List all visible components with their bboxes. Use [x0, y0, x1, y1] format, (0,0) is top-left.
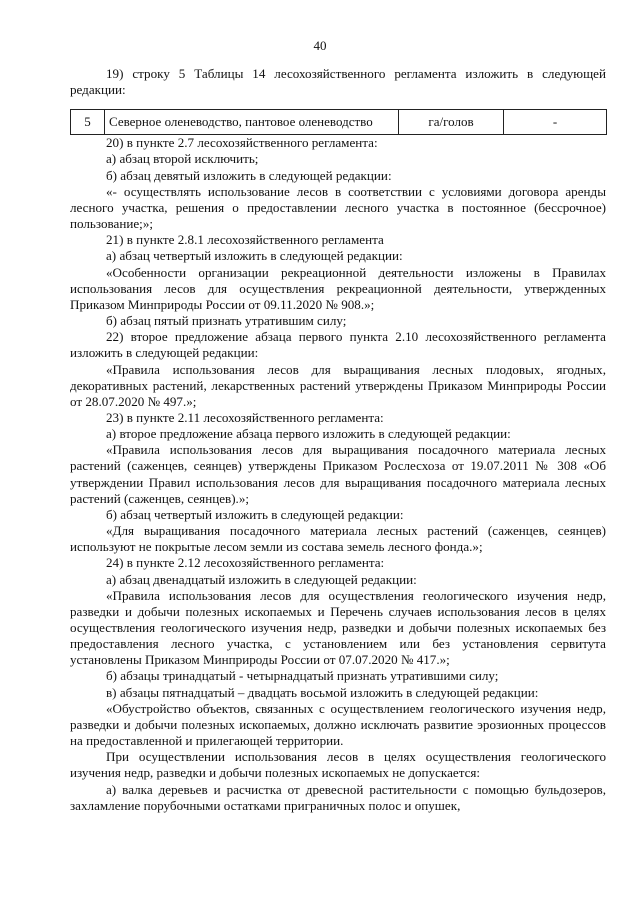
row-name-cell: Северное оленеводство, пантовое оленеводство: [105, 110, 399, 135]
row-unit-cell: га/голов: [399, 110, 504, 135]
paragraph: «Обустройство объектов, связанных с осуществлением геологического изучения недр, разведки и добычи полезных ископаемых, должно исключать развитие эрозионных процессов на предоставленной и прилегающей территории.: [70, 700, 606, 749]
row-value-cell: -: [504, 110, 607, 135]
paragraph: а) валка деревьев и расчистка от древесной растительности с помощью бульдозеров, захламление порубочными остатками приграничных полос и опушек,: [70, 781, 606, 813]
paragraph: в) абзацы пятнадцатый – двадцать восьмой изложить в следующей редакции:: [106, 684, 539, 700]
paragraph: «Правила использования лесов для выращивания посадочного материала лесных растений (саженцев, сеянцев) утверждены Приказом Рослесхоза от 19.07.2011 № 308 «Об утверждении Правил использования лесов для выращивания посадочного материала лесных растений (саженцев, сеянцев).»;: [70, 442, 606, 506]
paragraph: 22) второе предложение абзаца первого пункта 2.10 лесохозяйственного регламента изложить в следующей редакции:: [70, 329, 606, 361]
intro-paragraph: 19) строку 5 Таблицы 14 лесохозяйственного регламента изложить в следующей редакции:: [70, 66, 606, 98]
paragraph: 23) в пункте 2.11 лесохозяйственного регламента:: [106, 409, 384, 425]
paragraph: а) абзац второй исключить;: [106, 151, 259, 167]
table-row: [71, 110, 607, 135]
paragraph: б) абзац четвертый изложить в следующей редакции:: [106, 506, 404, 522]
paragraph: а) второе предложение абзаца первого изложить в следующей редакции:: [106, 426, 511, 442]
paragraph: 24) в пункте 2.12 лесохозяйственного регламента:: [106, 555, 385, 571]
paragraph: 21) в пункте 2.8.1 лесохозяйственного регламента: [106, 232, 384, 248]
paragraph: б) абзац девятый изложить в следующей редакции:: [106, 167, 392, 183]
document-body: [70, 66, 606, 814]
amendments-list: [70, 135, 606, 814]
paragraph: «- осуществлять использование лесов в соответствии с условиями договора аренды лесного участка, решения о предоставлении лесного участка в постоянное (бессрочное) пользование;»;: [70, 183, 606, 232]
paragraph: б) абзац пятый признать утратившим силу;: [106, 313, 347, 329]
regulation-table: [70, 109, 607, 135]
paragraph: При осуществлении использования лесов в целях осуществления геологического изучения недр, разведки и добычи полезных ископаемых не допускается:: [70, 749, 606, 781]
paragraph: а) абзац четвертый изложить в следующей редакции:: [106, 248, 403, 264]
page-number: 40: [313, 38, 327, 53]
paragraph: 20) в пункте 2.7 лесохозяйственного регламента:: [106, 135, 378, 151]
paragraph: «Правила использования лесов для осуществления геологического изучения недр, разведки и добычи полезных ископаемых и Перечень случаев использования лесов в целях осуществления геологического изучения недр, разведки и добычи полезных ископаемых без предоставления лесного участка, с установлением или без установления сервитута установлены Приказом Минприроды России от 07.07.2020 № 417.»;: [70, 587, 606, 668]
paragraph: б) абзацы тринадцатый - четырнадцатый признать утратившими силу;: [106, 668, 499, 684]
paragraph: «Для выращивания посадочного материала лесных растений (саженцев, сеянцев) используют не покрытые лесом земли из состава земель лесного фонда.»;: [70, 523, 606, 555]
paragraph: а) абзац двенадцатый изложить в следующей редакции:: [106, 571, 417, 587]
paragraph: «Особенности организации рекреационной деятельности изложены в Правилах использования лесов для осуществления рекреационной деятельности, утвержденных Приказом Минприроды России от 09.11.2020 № 908.»;: [70, 264, 606, 312]
row-number-cell: 5: [71, 110, 105, 135]
paragraph: «Правила использования лесов для выращивания лесных плодовых, ягодных, декоративных растений, лекарственных растений утверждены Приказом Минприроды России от 28.07.2020 № 497.»;: [70, 361, 606, 409]
